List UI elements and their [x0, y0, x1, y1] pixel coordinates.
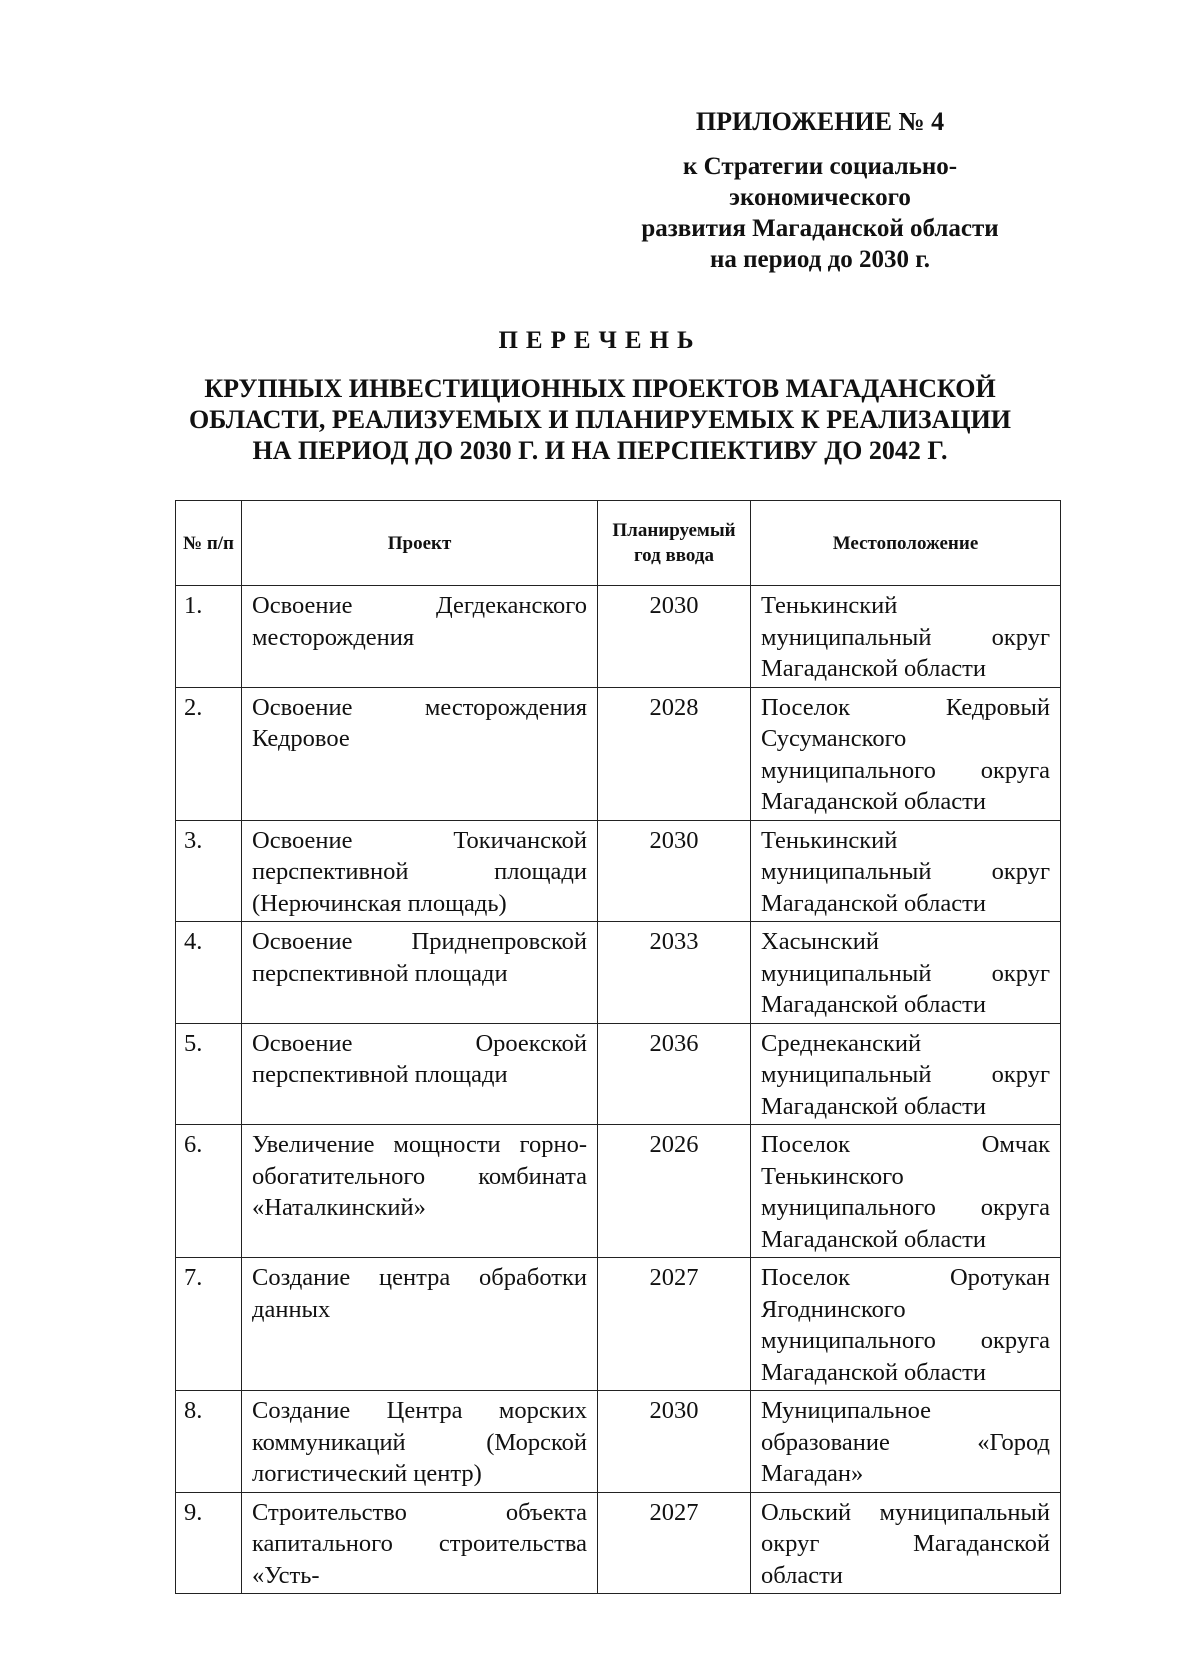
row-year: 2028	[598, 687, 751, 820]
row-location: Ольский муниципальный округ Магаданской области	[751, 1492, 1061, 1594]
row-year: 2036	[598, 1023, 751, 1125]
row-project: Освоение месторождения Кедровое	[242, 687, 598, 820]
row-number: 9.	[176, 1492, 242, 1594]
row-year: 2027	[598, 1492, 751, 1594]
row-location: Муниципальное образование «Город Магадан»	[751, 1391, 1061, 1493]
table-row	[176, 687, 1061, 820]
row-project: Освоение Дегдеканского месторождения	[242, 586, 598, 688]
heading-line: НА ПЕРИОД ДО 2030 Г. И НА ПЕРСПЕКТИВУ ДО 2042 Г.	[252, 436, 948, 465]
table-row	[176, 1023, 1061, 1125]
row-project: Создание центра обработки данных	[242, 1258, 598, 1391]
projects-table	[175, 500, 1061, 1594]
row-project: Строительство объекта капитального строительства «Усть-	[242, 1492, 598, 1594]
row-location: Поселок Омчак Тенькинского муниципального округа Магаданской области	[751, 1125, 1061, 1258]
appendix-line: экономического	[729, 184, 911, 211]
row-year: 2027	[598, 1258, 751, 1391]
row-project: Увеличение мощности горно-обогатительного комбината «Наталкинский»	[242, 1125, 598, 1258]
table-row	[176, 1391, 1061, 1493]
appendix-line: к Стратегии социально-	[682, 153, 958, 180]
row-location: Хасынский муниципальный округ Магаданской области	[751, 922, 1061, 1024]
row-number: 5.	[176, 1023, 242, 1125]
header-project: Проект	[242, 501, 598, 586]
row-year: 2030	[598, 586, 751, 688]
row-project: Освоение Ороекской перспективной площади	[242, 1023, 598, 1125]
header-number: № п/п	[176, 501, 242, 586]
row-location: Тенькинский муниципальный округ Магаданской области	[751, 586, 1061, 688]
appendix-line: развития Магаданской области	[641, 215, 999, 242]
row-number: 1.	[176, 586, 242, 688]
heading-list-title: ПЕРЕЧЕНЬ	[498, 327, 702, 354]
appendix-header	[600, 106, 1040, 275]
appendix-title: ПРИЛОЖЕНИЕ № 4	[695, 107, 945, 136]
row-project: Создание Центра морских коммуникаций (Морской логистический центр)	[242, 1391, 598, 1493]
row-number: 3.	[176, 820, 242, 922]
appendix-line: на период до 2030 г.	[709, 246, 931, 273]
row-number: 2.	[176, 687, 242, 820]
table-row	[176, 922, 1061, 1024]
row-location: Среднеканский муниципальный округ Магаданской области	[751, 1023, 1061, 1125]
header-location: Местоположение	[751, 501, 1061, 586]
row-project: Освоение Приднепровской перспективной площади	[242, 922, 598, 1024]
row-number: 6.	[176, 1125, 242, 1258]
row-year: 2030	[598, 1391, 751, 1493]
row-location: Поселок Оротукан Ягоднинского муниципального округа Магаданской области	[751, 1258, 1061, 1391]
table-row	[176, 1125, 1061, 1258]
row-year: 2033	[598, 922, 751, 1024]
table-row	[176, 586, 1061, 688]
row-number: 7.	[176, 1258, 242, 1391]
table-row	[176, 1492, 1061, 1594]
row-location: Поселок Кедровый Сусуманского муниципального округа Магаданской области	[751, 687, 1061, 820]
row-location: Тенькинский муниципальный округ Магаданской области	[751, 820, 1061, 922]
row-number: 8.	[176, 1391, 242, 1493]
table-row	[176, 820, 1061, 922]
row-year: 2030	[598, 820, 751, 922]
heading-line: ОБЛАСТИ, РЕАЛИЗУЕМЫХ И ПЛАНИРУЕМЫХ К РЕАЛИЗАЦИИ	[188, 405, 1012, 434]
document-heading	[150, 327, 1050, 466]
row-year: 2026	[598, 1125, 751, 1258]
table-row	[176, 1258, 1061, 1391]
table-header-row	[176, 501, 1061, 586]
heading-line: КРУПНЫХ ИНВЕСТИЦИОННЫХ ПРОЕКТОВ МАГАДАНСКОЙ	[204, 374, 996, 403]
header-year: Планируемый год ввода	[598, 501, 751, 586]
row-project: Освоение Токичанской перспективной площади (Нерючинская площадь)	[242, 820, 598, 922]
row-number: 4.	[176, 922, 242, 1024]
